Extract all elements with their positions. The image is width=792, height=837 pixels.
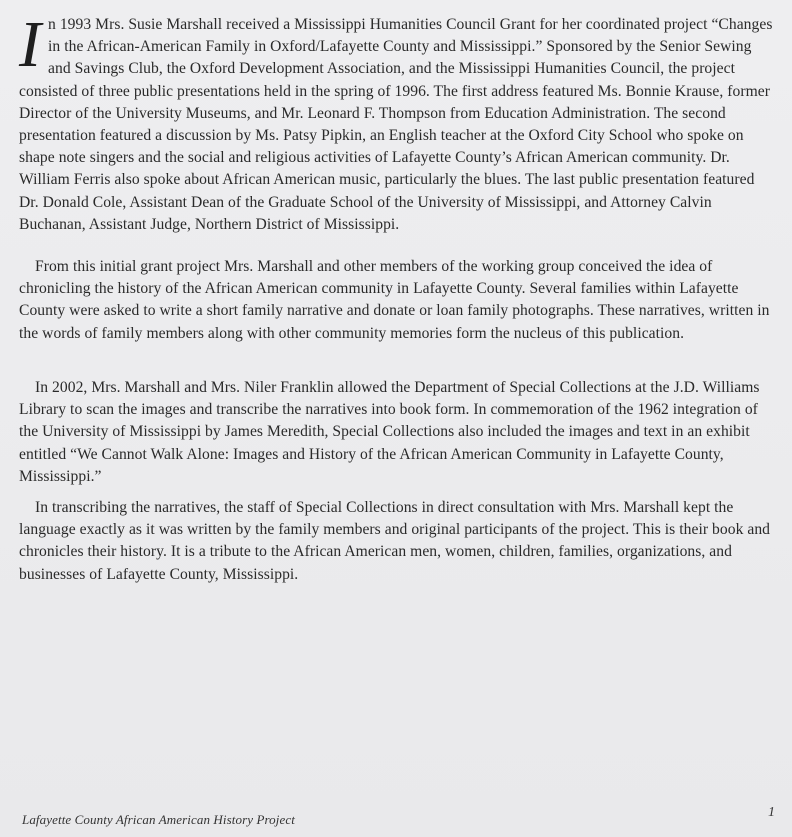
paragraph-3-text: In 2002, Mrs. Marshall and Mrs. Niler Franklin allowed the Department of Special Collections at the J.D. Williams Library to scan the images and transcribe the narratives into book form. In commemoration of the 1962 integration of the University of Mississippi by James Meredith, Special Collections also included the images and text in an exhibit entitled “We Cannot Walk Alone: Images and History of the African American Community in Lafayette County, Mississippi.” bbox=[19, 379, 760, 485]
drop-cap: I bbox=[19, 8, 42, 81]
paragraph-1 bbox=[19, 8, 777, 236]
paragraph-4 bbox=[19, 497, 777, 586]
paragraph-1-text: n 1993 Mrs. Susie Marshall received a Mississippi Humanities Council Grant for her coordinated project “Changes in the African-American Family in Oxford/Lafayette County and Mississippi.” Sponsored by the Senior Sewing and Savings Club, the Oxford Development Association, and the Mississippi Humanities Council, the project consisted of three public presentations held in the spring of 1996. The first address featured Ms. Bonnie Krause, former Director of the University Museums, and Mr. Leonard F. Thompson from Education Administration. The second presentation featured a discussion by Ms. Patsy Pipkin, an English teacher at the Oxford City School who spoke on shape note singers and the social and religious activities of Lafayette County’s African American community. Dr. William Ferris also spoke about African American music, particularly the blues. The last public presentation featured Dr. Donald Cole, Assistant Dean of the Graduate School of the University of Mississippi, and Attorney Calvin Buchanan, Assistant Judge, Northern District of Mississippi. bbox=[19, 16, 773, 233]
page-number: 1 bbox=[768, 805, 775, 820]
paragraph-2 bbox=[19, 256, 777, 345]
paragraph-4-text: In transcribing the narratives, the staff of Special Collections in direct consultation with Mrs. Marshall kept the language exactly as it was written by the family members and original participants of the project. This is their book and chronicles their history. It is a tribute to the African American men, women, children, families, organizations, and businesses of Lafayette County, Mississippi. bbox=[19, 499, 771, 583]
footer-title: Lafayette County African American History Project bbox=[22, 812, 295, 827]
paragraph-2-text: From this initial grant project Mrs. Marshall and other members of the working group conceived the idea of chronicling the history of the African American community in Lafayette County. Several families within Lafayette County were asked to write a short family narrative and donate or loan family photographs. These narratives, written in the words of family members along with other community memories form the nucleus of this publication. bbox=[19, 258, 770, 342]
paragraph-3 bbox=[19, 377, 777, 488]
